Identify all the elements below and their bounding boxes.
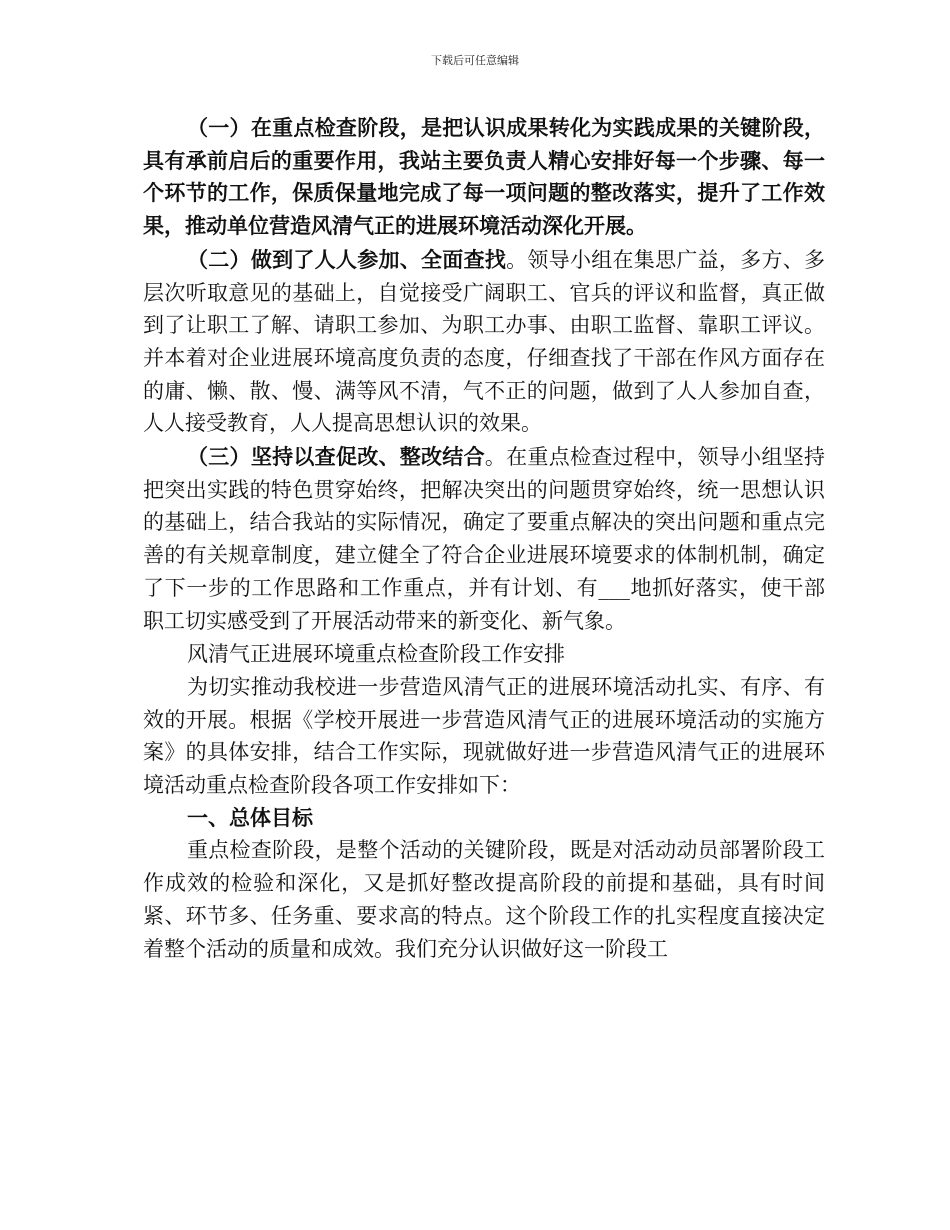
document-body [143, 112, 825, 965]
paragraph-3-heading: （三）坚持以查促改、整改结合 [187, 444, 485, 470]
page-header: 下载后可任意编辑 [431, 54, 519, 67]
section-title: 风清气正进展环境重点检查阶段工作安排 [187, 642, 565, 667]
paragraph-3 [143, 441, 825, 637]
section-1-heading: 一、总体目标 [187, 804, 313, 830]
paragraph-4: 为切实推动我校进一步营造风清气正的进展环境活动扎实、有序、有效的开展。根据《学校开展进一步营造风清气正的进展环境活动的实施方案》的具体安排，结合工作实际，现就做好进一步营造风清气正的进展环境活动重点检查阶段各项工作安排如下： [143, 674, 825, 798]
paragraph-3-body: 。在重点检查过程中，领导小组坚持把突出实践的特色贯穿始终，把解决突出的问题贯穿始终，统一思想认识的基础上，结合我站的实际情况，确定了要重点解决的突出问题和重点完善的有关规章制度，建立健全了符合企业进展环境要求的体制机制，确定了下一步的工作思路和工作重点，并有计划、有___地抓好落实，使干部职工切实感受到了开展活动带来的新变化、新气象。 [143, 445, 826, 633]
paragraph-1: （一）在重点检查阶段，是把认识成果转化为实践成果的关键阶段，具有承前启后的重要作用，我站主要负责人精心安排好每一个步骤、每一个环节的工作，保质保量地完成了每一项问题的整改落实，提升了工作效果，推动单位营造风清气正的进展环境活动深化开展。 [143, 115, 825, 239]
paragraph-2-body: 。领导小组在集思广益，多方、多层次听取意见的基础上，自觉接受广阔职工、官兵的评议和监督，真正做到了让职工了解、请职工参加、为职工办事、由职工监督、靠职工评议。并本着对企业进展环境高度负责的态度，仔细查找了干部在作风方面存在的庸、懒、散、慢、满等风不清，气不正的问题，做到了人人参加自查，人人接受教育，人人提高思想认识的效果。 [143, 247, 826, 436]
paragraph-5: 重点检查阶段，是整个活动的关键阶段，既是对活动动员部署阶段工作成效的检验和深化，又是抓好整改提高阶段的前提和基础，具有时间紧、环节多、任务重、要求高的特点。这个阶段工作的扎实程度直接决定着整个活动的质量和成效。我们充分认识做好这一阶段工 [143, 838, 825, 961]
paragraph-2-heading: （二）做到了人人参加、全面查找 [187, 246, 507, 272]
paragraph-2 [143, 244, 825, 440]
